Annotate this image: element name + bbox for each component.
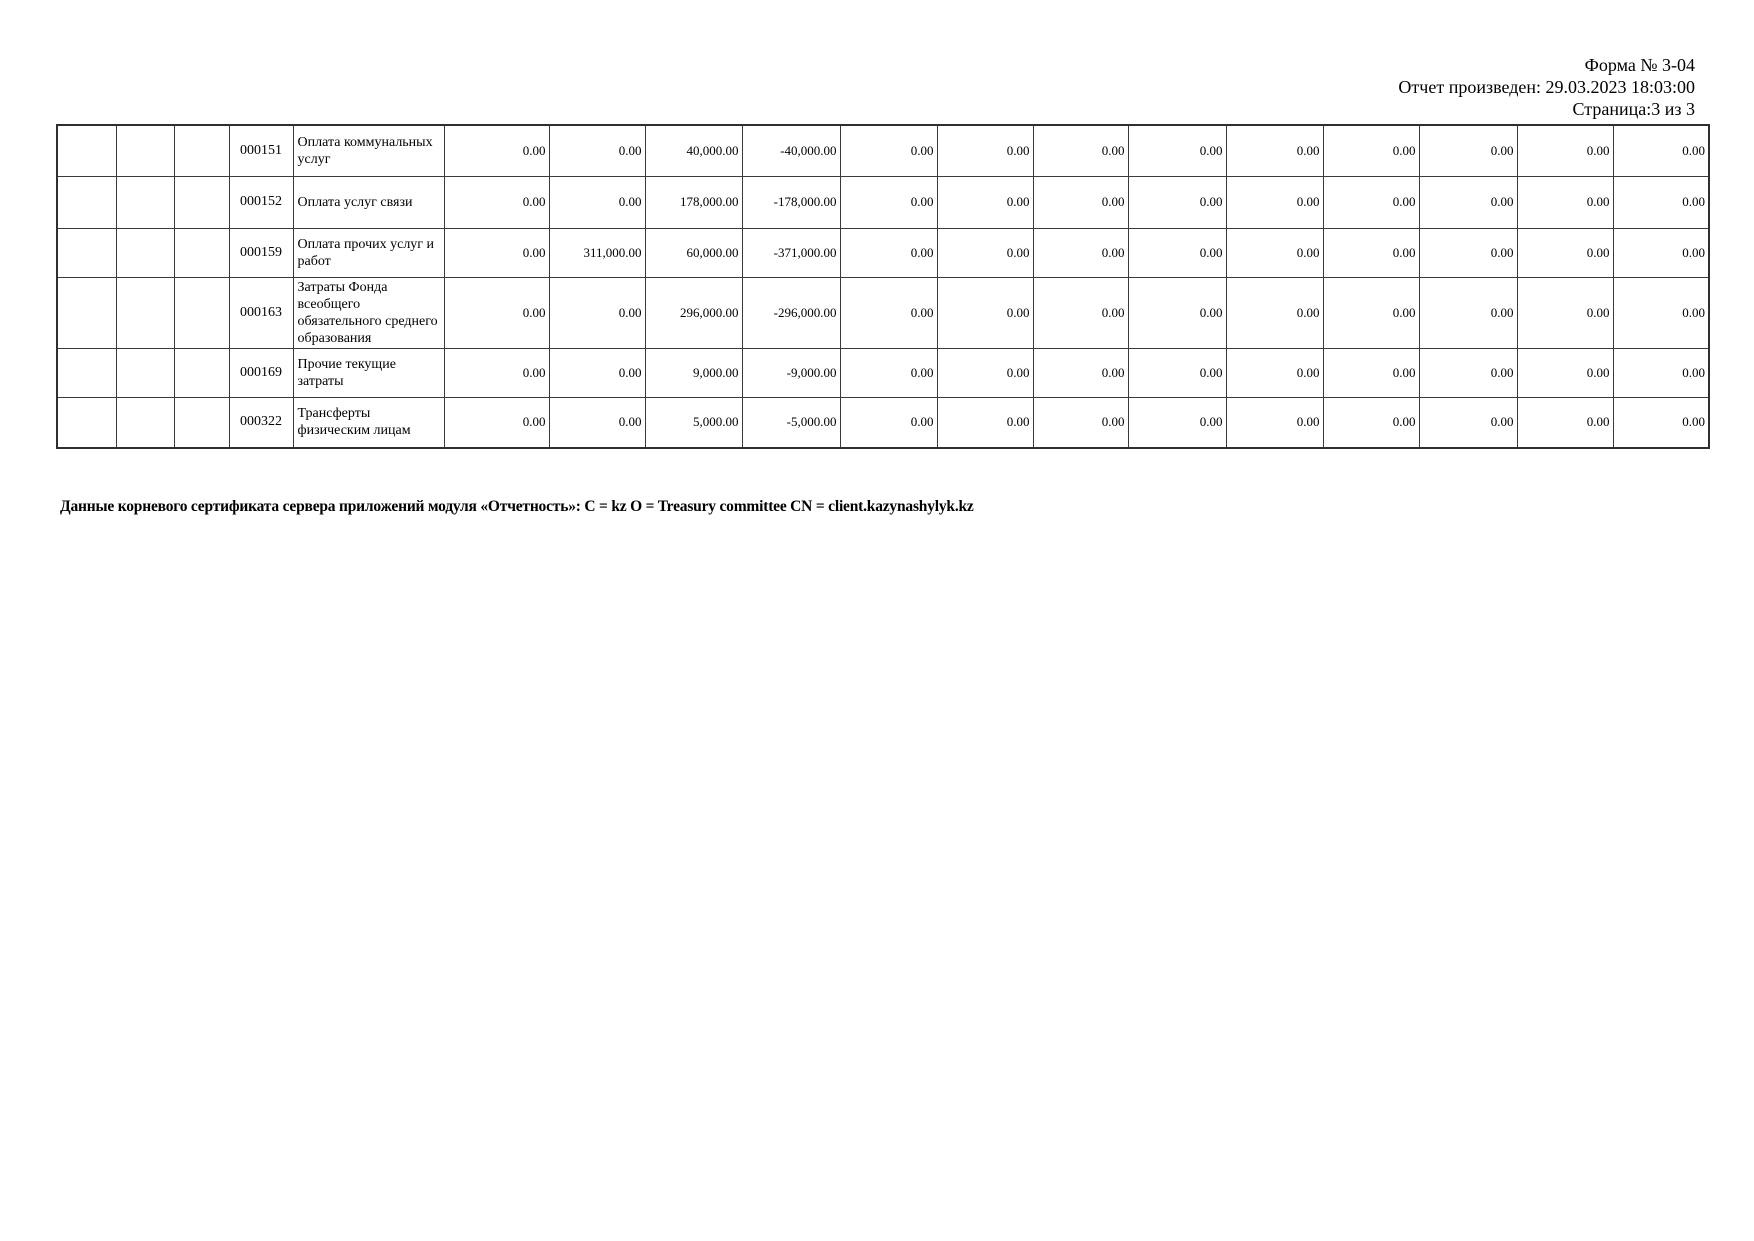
row-name-cell: Оплата услуг связи	[293, 176, 444, 228]
value-cell: 0.00	[549, 176, 645, 228]
report-generated-timestamp: Отчет произведен: 29.03.2023 18:03:00	[1398, 77, 1695, 97]
value-cell: 0.00	[1128, 397, 1226, 448]
empty-cell	[116, 348, 174, 397]
value-cell: -5,000.00	[742, 397, 840, 448]
table-row	[57, 125, 1709, 176]
value-cell: 0.00	[444, 125, 549, 176]
value-cell: 0.00	[1517, 228, 1613, 277]
value-cell: 0.00	[1226, 397, 1323, 448]
empty-cell	[174, 397, 229, 448]
empty-cell	[174, 125, 229, 176]
value-cell: 0.00	[937, 348, 1033, 397]
row-name-cell: Прочие текущие затраты	[293, 348, 444, 397]
value-cell: 0.00	[444, 228, 549, 277]
value-cell: 0.00	[1128, 228, 1226, 277]
table-row	[57, 176, 1709, 228]
value-cell: 296,000.00	[645, 277, 742, 348]
empty-cell	[174, 277, 229, 348]
empty-cell	[116, 277, 174, 348]
empty-cell	[57, 277, 116, 348]
table-row	[57, 348, 1709, 397]
value-cell: 0.00	[840, 125, 937, 176]
empty-cell	[116, 228, 174, 277]
value-cell: 0.00	[549, 397, 645, 448]
value-cell: 0.00	[1323, 125, 1419, 176]
empty-cell	[116, 125, 174, 176]
value-cell: 0.00	[1128, 348, 1226, 397]
value-cell: 60,000.00	[645, 228, 742, 277]
value-cell: 0.00	[1613, 397, 1709, 448]
value-cell: 0.00	[840, 228, 937, 277]
empty-cell	[57, 176, 116, 228]
value-cell: 0.00	[937, 176, 1033, 228]
value-cell: 0.00	[1419, 125, 1517, 176]
value-cell: 0.00	[1517, 125, 1613, 176]
value-cell: -371,000.00	[742, 228, 840, 277]
value-cell: 0.00	[1226, 228, 1323, 277]
report-header	[1398, 54, 1695, 120]
form-number: Форма № 3-04	[1584, 55, 1695, 75]
value-cell: 9,000.00	[645, 348, 742, 397]
value-cell: 0.00	[1226, 348, 1323, 397]
value-cell: 0.00	[1128, 125, 1226, 176]
empty-cell	[174, 228, 229, 277]
row-name-cell: Оплата коммунальных услуг	[293, 125, 444, 176]
value-cell: 0.00	[1517, 277, 1613, 348]
value-cell: 0.00	[444, 176, 549, 228]
value-cell: 0.00	[1613, 277, 1709, 348]
value-cell: 0.00	[1419, 397, 1517, 448]
value-cell: 0.00	[1226, 125, 1323, 176]
certificate-info: Данные корневого сертификата сервера приложений модуля «Отчетность»: C = kz O = Treasury committee CN = client.kazynashylyk.kz	[60, 498, 974, 515]
value-cell: 0.00	[937, 125, 1033, 176]
value-cell: 0.00	[1323, 277, 1419, 348]
value-cell: -296,000.00	[742, 277, 840, 348]
value-cell: 0.00	[1613, 176, 1709, 228]
value-cell: 0.00	[840, 277, 937, 348]
row-code-cell: 000152	[229, 176, 293, 228]
row-code-cell: 000322	[229, 397, 293, 448]
empty-cell	[116, 176, 174, 228]
value-cell: 0.00	[840, 397, 937, 448]
row-name-cell: Трансферты физическим лицам	[293, 397, 444, 448]
empty-cell	[57, 397, 116, 448]
empty-cell	[57, 348, 116, 397]
value-cell: 0.00	[1323, 228, 1419, 277]
value-cell: 0.00	[1419, 176, 1517, 228]
value-cell: 178,000.00	[645, 176, 742, 228]
value-cell: 0.00	[1517, 176, 1613, 228]
value-cell: 0.00	[840, 348, 937, 397]
value-cell: 0.00	[1128, 277, 1226, 348]
value-cell: 0.00	[1419, 348, 1517, 397]
value-cell: 311,000.00	[549, 228, 645, 277]
empty-cell	[57, 125, 116, 176]
report-table	[56, 124, 1710, 449]
table-row	[57, 277, 1709, 348]
value-cell: 0.00	[1033, 397, 1128, 448]
row-code-cell: 000151	[229, 125, 293, 176]
table-row	[57, 397, 1709, 448]
value-cell: 0.00	[1226, 176, 1323, 228]
value-cell: 0.00	[1323, 176, 1419, 228]
value-cell: 5,000.00	[645, 397, 742, 448]
value-cell: 0.00	[444, 348, 549, 397]
value-cell: 0.00	[1517, 348, 1613, 397]
value-cell: 0.00	[1419, 277, 1517, 348]
empty-cell	[174, 348, 229, 397]
row-name-cell: Затраты Фонда всеобщего обязательного среднего образования	[293, 277, 444, 348]
page-indicator: Страница:3 из 3	[1572, 99, 1695, 119]
value-cell: 0.00	[444, 397, 549, 448]
value-cell: 0.00	[1323, 397, 1419, 448]
value-cell: -178,000.00	[742, 176, 840, 228]
value-cell: 0.00	[444, 277, 549, 348]
value-cell: 0.00	[937, 397, 1033, 448]
value-cell: 0.00	[840, 176, 937, 228]
value-cell: -40,000.00	[742, 125, 840, 176]
value-cell: 0.00	[1613, 125, 1709, 176]
row-name-cell: Оплата прочих услуг и работ	[293, 228, 444, 277]
value-cell: 40,000.00	[645, 125, 742, 176]
row-code-cell: 000169	[229, 348, 293, 397]
value-cell: 0.00	[1033, 277, 1128, 348]
value-cell: 0.00	[1033, 176, 1128, 228]
value-cell: 0.00	[549, 348, 645, 397]
value-cell: 0.00	[1226, 277, 1323, 348]
value-cell: 0.00	[1419, 228, 1517, 277]
value-cell: 0.00	[1613, 348, 1709, 397]
table-body	[57, 125, 1709, 448]
value-cell: -9,000.00	[742, 348, 840, 397]
value-cell: 0.00	[1033, 228, 1128, 277]
empty-cell	[174, 176, 229, 228]
value-cell: 0.00	[549, 277, 645, 348]
value-cell: 0.00	[1033, 348, 1128, 397]
value-cell: 0.00	[1613, 228, 1709, 277]
table-row	[57, 228, 1709, 277]
value-cell: 0.00	[937, 228, 1033, 277]
value-cell: 0.00	[549, 125, 645, 176]
value-cell: 0.00	[1517, 397, 1613, 448]
value-cell: 0.00	[1033, 125, 1128, 176]
value-cell: 0.00	[1323, 348, 1419, 397]
row-code-cell: 000159	[229, 228, 293, 277]
empty-cell	[116, 397, 174, 448]
value-cell: 0.00	[1128, 176, 1226, 228]
row-code-cell: 000163	[229, 277, 293, 348]
value-cell: 0.00	[937, 277, 1033, 348]
empty-cell	[57, 228, 116, 277]
